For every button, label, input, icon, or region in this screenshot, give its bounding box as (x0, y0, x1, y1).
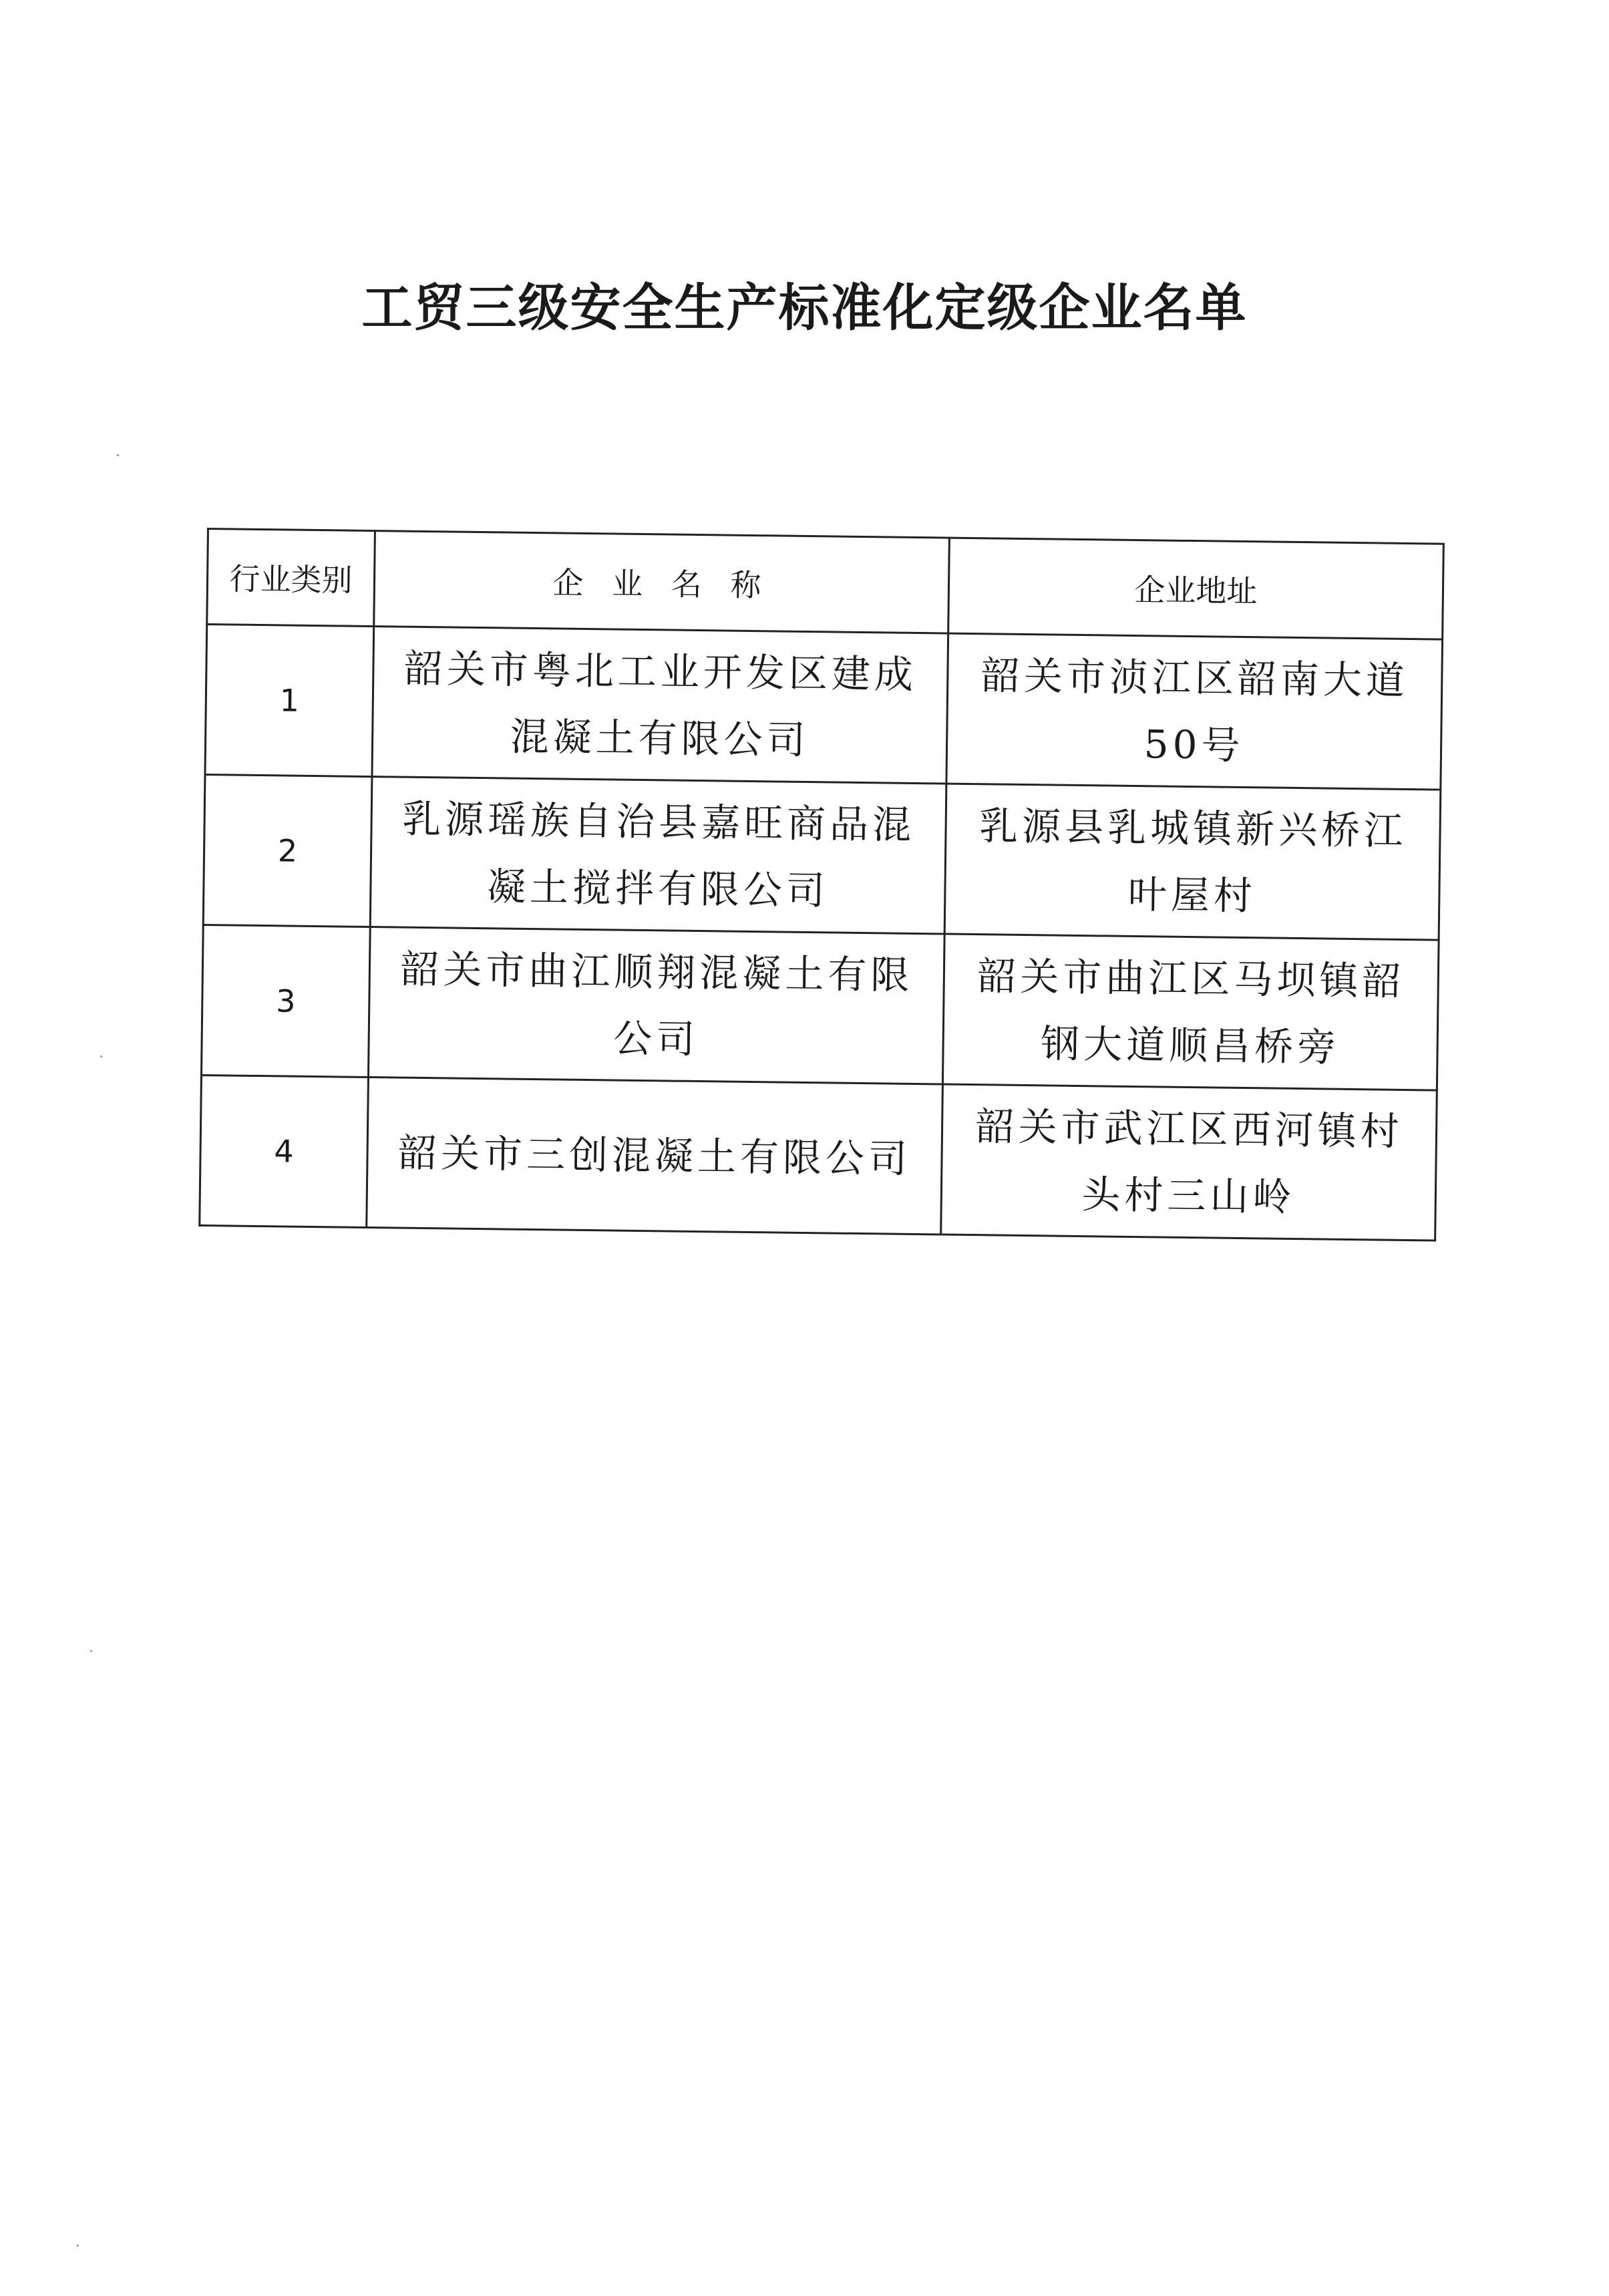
table-row (203, 774, 1441, 940)
document-title: 工贸三级安全生产标准化定级企业名单 (361, 278, 1248, 337)
row-enterprise-name: 韶关市粤北工业开发区建成混凝土有限公司 (372, 627, 948, 784)
row-index: 3 (201, 925, 370, 1077)
table-row (200, 1075, 1437, 1241)
scan-speck (117, 454, 119, 456)
row-enterprise-address: 乳源县乳城镇新兴桥江叶屋村 (944, 784, 1441, 940)
header-category: 行业类别 (207, 529, 375, 627)
table-row (205, 625, 1443, 790)
row-enterprise-address: 韶关市浈江区韶南大道50号 (946, 633, 1443, 790)
header-enterprise-address: 企业地址 (948, 538, 1444, 639)
scan-speck (90, 1650, 92, 1652)
scan-speck (77, 2245, 79, 2247)
enterprise-table (198, 528, 1445, 1242)
row-index: 1 (205, 625, 374, 777)
row-index: 4 (200, 1075, 369, 1227)
row-index: 2 (203, 774, 372, 927)
row-enterprise-address: 韶关市曲江区马坝镇韶钢大道顺昌桥旁 (942, 934, 1439, 1090)
table-header-row (207, 529, 1444, 640)
scan-speck (100, 1055, 102, 1057)
row-enterprise-name: 乳源瑶族自治县嘉旺商品混凝土搅拌有限公司 (370, 777, 946, 934)
table-row (201, 925, 1439, 1090)
header-enterprise-name: 企 业 名 称 (374, 531, 950, 633)
enterprise-table-container (198, 528, 1443, 1242)
row-enterprise-name: 韶关市三创混凝土有限公司 (367, 1078, 943, 1235)
row-enterprise-address: 韶关市武江区西河镇村头村三山岭 (941, 1084, 1437, 1241)
row-enterprise-name: 韶关市曲江顺翔混凝土有限公司 (368, 927, 944, 1084)
